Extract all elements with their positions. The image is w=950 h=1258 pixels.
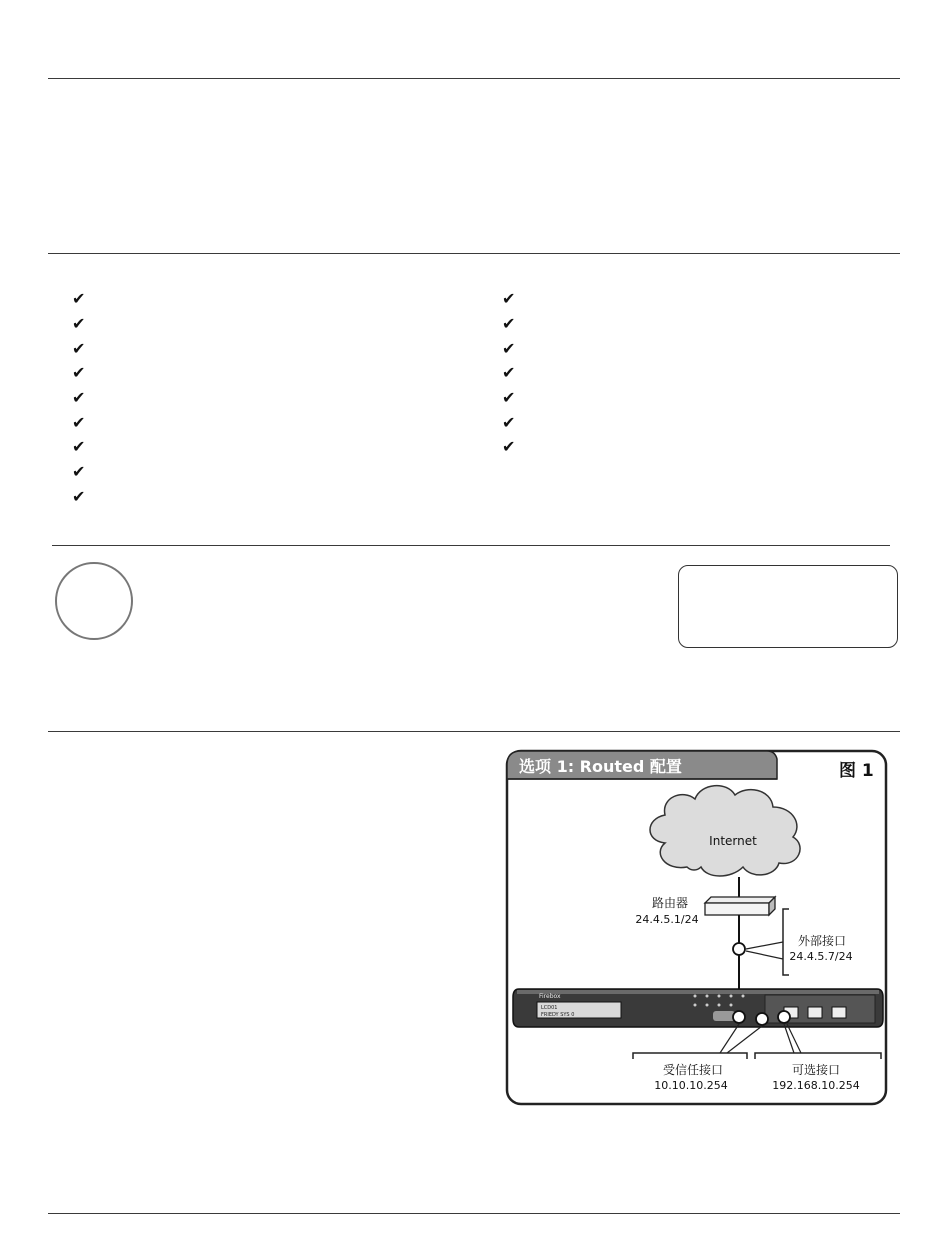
divider-figure: [48, 731, 900, 732]
checkmark-icon: ✔: [72, 363, 86, 382]
trusted-ip: 10.10.10.254: [654, 1079, 728, 1092]
trusted-label: 受信任接口: [662, 1063, 724, 1077]
divider-bottom: [48, 1213, 900, 1214]
checkmark-icon: ✔: [72, 437, 86, 456]
note-circle-icon: [55, 562, 133, 640]
divider-note: [52, 545, 890, 546]
checkmark-icon: ✔: [502, 289, 516, 308]
divider-checklist: [48, 253, 900, 254]
checkmark-icon: ✔: [72, 487, 86, 506]
device-lcd-line1: LCD01: [541, 1005, 558, 1011]
firebox-appliance-icon: [513, 989, 883, 1027]
checkmark-icon: ✔: [72, 339, 86, 358]
checkmark-icon: ✔: [502, 388, 516, 407]
checkmark-icon: ✔: [502, 413, 516, 432]
router-ip: 24.4.5.1/24: [635, 913, 699, 926]
checkmark-icon: ✔: [502, 314, 516, 333]
checkmark-icon: ✔: [502, 437, 516, 456]
tip-box: [678, 565, 898, 648]
checkmark-icon: ✔: [72, 462, 86, 481]
optional-ip: 192.168.10.254: [772, 1079, 860, 1092]
routed-config-diagram: [505, 749, 889, 1107]
device-brand: Firebox: [539, 993, 561, 1000]
figure-label: 图 1: [839, 761, 874, 781]
checkmark-icon: ✔: [502, 339, 516, 358]
checkmark-icon: ✔: [72, 314, 86, 333]
figure-tab-title: 选项 1: Routed 配置: [519, 757, 682, 776]
checkmark-icon: ✔: [72, 413, 86, 432]
optional-label: 可选接口: [791, 1063, 841, 1077]
checkmark-icon: ✔: [72, 388, 86, 407]
checkmark-icon: ✔: [72, 289, 86, 308]
device-lcd-line2: FRIEDY SYS 0: [541, 1012, 575, 1018]
external-ip: 24.4.5.7/24: [789, 950, 853, 963]
router-label: 路由器: [651, 896, 689, 910]
checkmark-icon: ✔: [502, 363, 516, 382]
cloud-label: Internet: [709, 834, 757, 848]
divider-top: [48, 78, 900, 79]
external-label: 外部接口: [797, 934, 847, 948]
router-icon: [705, 897, 775, 915]
